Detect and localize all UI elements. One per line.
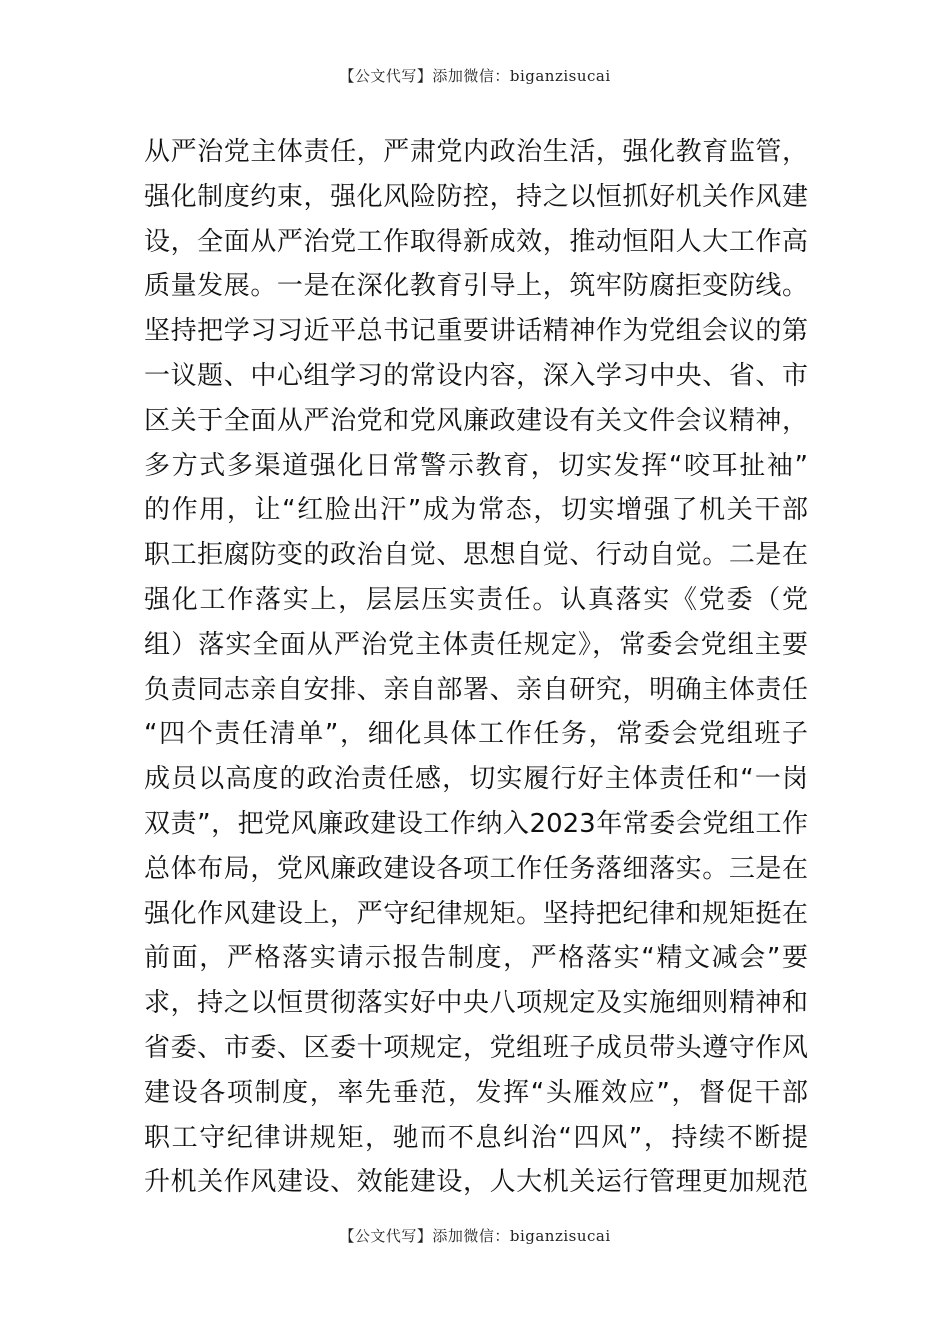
body-line: 升机关作风建设、效能建设，人大机关运行管理更加规范	[144, 1167, 808, 1198]
body-line: 职工守纪律讲规矩，驰而不息纠治“四风”，持续不断提	[144, 1122, 808, 1153]
body-line: 双责”，把党风廉政建设工作纳入2023年常委会党组工作	[144, 808, 808, 839]
body-line: 职工拒腐防变的政治自觉、思想自觉、行动自觉。二是在	[144, 540, 808, 571]
body-line: 强化制度约束，强化风险防控，持之以恒抓好机关作风建	[144, 181, 808, 212]
body-line: 的作用，让“红脸出汗”成为常态，切实增强了机关干部	[144, 495, 808, 526]
body-line: 质量发展。一是在深化教育引导上，筑牢防腐拒变防线。	[144, 271, 808, 302]
page-footer: 【公文代写】添加微信：biganzisucai	[339, 1227, 611, 1245]
body-line: 从严治党主体责任，严肃党内政治生活，强化教育监管，	[144, 137, 808, 167]
body-line: 组）落实全面从严治党主体责任规定》，常委会党组主要	[144, 629, 808, 660]
body-line: 省委、市委、区委十项规定，党组班子成员带头遵守作风	[144, 1032, 808, 1063]
body-line: 负责同志亲自安排、亲自部署、亲自研究，明确主体责任	[144, 674, 808, 705]
body-line: “四个责任清单”，细化具体工作任务，常委会党组班子	[144, 719, 808, 750]
body-line: 区关于全面从严治党和党风廉政建设有关文件会议精神，	[144, 405, 808, 436]
body-line: 建设各项制度，率先垂范，发挥“头雁效应”，督促干部	[144, 1077, 808, 1108]
body-line: 总体布局，党风廉政建设各项工作任务落细落实。三是在	[144, 853, 808, 884]
document-body	[144, 130, 808, 1205]
body-line: 多方式多渠道强化日常警示教育，切实发挥“咬耳扯袖”	[144, 450, 808, 481]
body-line: 设，全面从严治党工作取得新成效，推动恒阳人大工作高	[144, 226, 808, 257]
body-line: 成员以高度的政治责任感，切实履行好主体责任和“一岗	[144, 764, 808, 795]
body-line: 求，持之以恒贯彻落实好中央八项规定及实施细则精神和	[144, 988, 808, 1019]
body-line: 强化工作落实上，层层压实责任。认真落实《党委（党	[144, 584, 808, 615]
body-line: 坚持把学习习近平总书记重要讲话精神作为党组会议的第	[144, 316, 808, 347]
body-line: 一议题、中心组学习的常设内容，深入学习中央、省、市	[144, 360, 808, 391]
body-line: 前面，严格落实请示报告制度，严格落实“精文减会”要	[144, 943, 808, 974]
page-header: 【公文代写】添加微信：biganzisucai	[339, 67, 611, 85]
body-line: 强化作风建设上，严守纪律规矩。坚持把纪律和规矩挺在	[144, 898, 808, 929]
